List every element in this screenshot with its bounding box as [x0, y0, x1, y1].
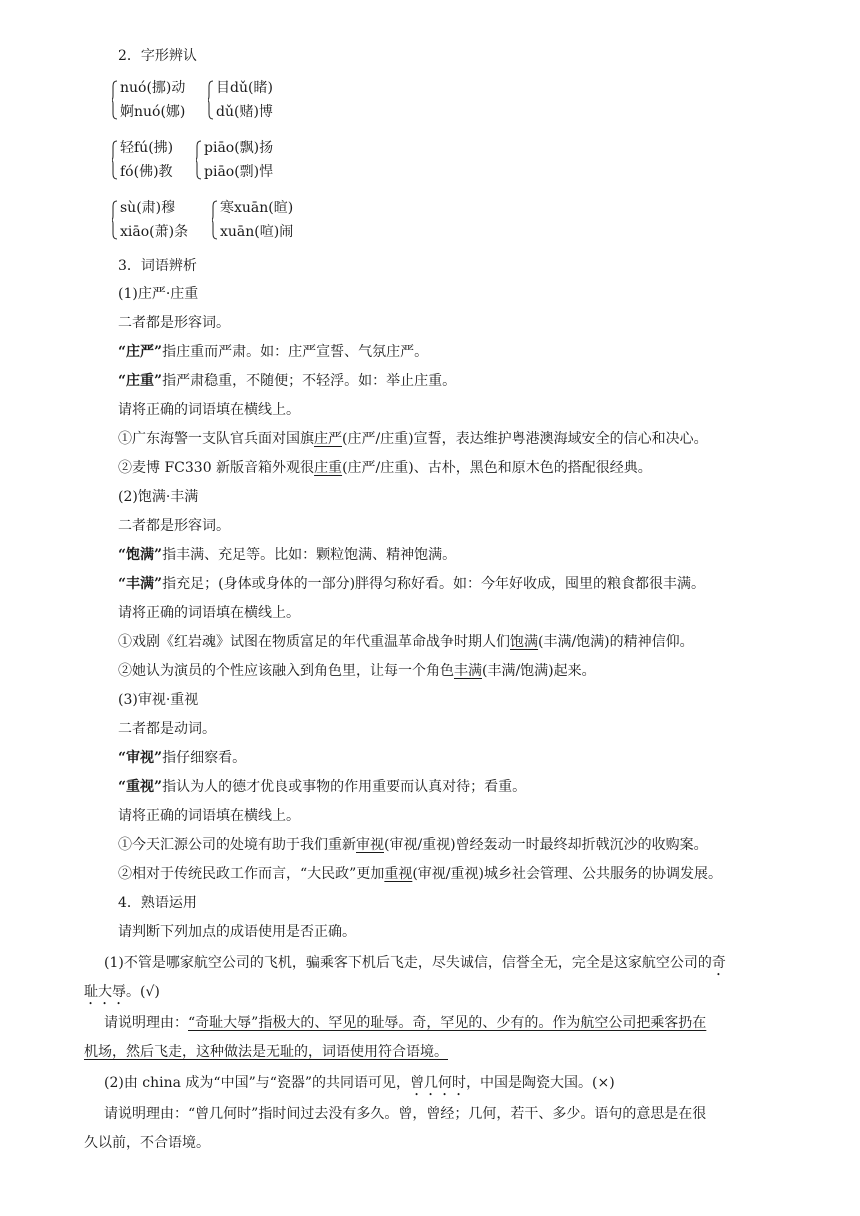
exercise-sentence: ①广东海警一支队官兵面对国旗庄严(庄严/庄重)宣誓，表达维护粤港澳海域安全的信心和决心。 [118, 431, 708, 447]
question-2: (2)由 china 成为“中国”与“瓷器”的共同语可见，曾几何时，中国是陶瓷大国。(×) [104, 1075, 615, 1091]
brace-icon [112, 200, 118, 240]
brace-icon [196, 140, 202, 180]
filled-answer: 饱满 [510, 634, 538, 650]
document-page: 2．字形辨认 nuó(挪)动 婀nuó(娜) 目dǔ(睹) dǔ(赌)博 轻fú(拂) fó(佛)教 piāo(飘)扬 piāo(剽)悍 sù(肃)穆 xiāo(萧)条 寒xuān(暄) xuān(喧)闹 3．词语辨析 (1)庄严·庄重 二者都是形容词。 “庄严”指庄重而严肃。如：庄严宣誓、气氛庄严。 “庄重”指严肃稳重，不随便；不轻浮。如：举止庄重。 请将正确的词语填在横线上。 ①广东海警一支队官兵面对国旗庄严(庄严/庄重)宣誓，表达维护粤港澳海域安全的信心和决心。 ②麦博 FC330 新版音箱外观很庄重(庄严/庄重)、古朴，黑色和原木色的搭配很经典。 (2)饱满·丰满 二者都是形容词。 “饱满”指丰满、充足等。比如：颗粒饱满、精神饱满。 “丰满”指充足；(身体或身体的一部分)胖得匀称好看。如：今年好收成，囤里的粮食都很丰满。 请将正确的词语填在横线上。 ①戏剧《红岩魂》试图在物质富足的年代重温革命战争时期人们饱满(丰满/饱满)的精神信仰。 ②她认为演员的个性应该融入到角色里，让每一个角色丰满(丰满/饱满)起来。 (3)审视·重视 二者都是动词。 “审视”指仔细察看。 “重视”指认为人的德才优良或事物的作用重要而认真对待；看重。 请将正确的词语填在横线上。 ①今天汇源公司的处境有助于我们重新审视(审视/重视)曾经轰动一时最终却折戟沉沙的收购案。 ②相对于传统民政工作而言，“大民政”更加重视(审视/重视)城乡社会管理、公共服务的协调发展。 4．熟语运用 请判断下列加点的成语使用是否正确。 (1)不管是哪家航空公司的飞机，骗乘客下机后飞走，尽失诚信，信誉全无，完全是这家航空公司的奇 耻大辱。(√) 请说明理由：“奇耻大辱”指极大的、罕见的耻辱。奇，罕见的、少有的。作为航空公司把乘客扔在 机场，然后飞走，这种做法是无耻的，词语使用符合语境。 (2)由 china 成为“中国”与“瓷器”的共同语可见，曾几何时，中国是陶瓷大国。(×) 请说明理由：“曾几何时”指时间过去没有多久。曾，曾经；几何，若干、多少。语句的意思是在很 久以前，不合语境。 [84, 48, 726, 1151]
question-1-cont: 耻大辱。(√) [84, 984, 160, 1000]
dotted-idiom: 曾几何时 [410, 1075, 467, 1091]
subsection-title: (1)庄严·庄重 [118, 286, 199, 302]
section-heading-4: 4．熟语运用 [118, 895, 197, 911]
dotted-idiom: 奇 [711, 955, 726, 971]
reason-2-cont: 久以前，不合语境。 [84, 1135, 210, 1151]
dotted-idiom: 耻大辱 [84, 984, 126, 1000]
exercise-sentence: ②麦博 FC330 新版音箱外观很庄重(庄严/庄重)、古朴，黑色和原木色的搭配很经典。 [118, 460, 652, 476]
brace-icon [112, 80, 118, 120]
definition: “丰满”指充足；(身体或身体的一部分)胖得匀称好看。如：今年好收成，囤里的粮食都很丰满。 [118, 576, 706, 592]
filled-answer: 丰满 [454, 663, 482, 679]
reason-answer: “奇耻大辱”指极大的、罕见的耻辱。奇，罕见的、少有的。作为航空公司把乘客扔在 [188, 1015, 707, 1031]
section-heading-3: 3．词语辨析 [118, 258, 197, 274]
part-of-speech: 二者都是形容词。 [118, 315, 230, 331]
reason-1: 请说明理由：“奇耻大辱”指极大的、罕见的耻辱。奇，罕见的、少有的。作为航空公司把乘客扔在 [104, 1015, 707, 1031]
instruction: 请判断下列加点的成语使用是否正确。 [118, 924, 356, 940]
instruction: 请将正确的词语填在横线上。 [118, 808, 300, 824]
definition: “饱满”指丰满、充足等。比如：颗粒饱满、精神饱满。 [118, 547, 457, 563]
instruction: 请将正确的词语填在横线上。 [118, 605, 300, 621]
reason-2: 请说明理由：“曾几何时”指时间过去没有多久。曾，曾经；几何，若干、多少。语句的意思是在很 [104, 1106, 707, 1122]
instruction: 请将正确的词语填在横线上。 [118, 402, 300, 418]
filled-answer: 审视 [356, 837, 384, 853]
brace-icon [212, 200, 218, 240]
subsection-title: (2)饱满·丰满 [118, 489, 199, 505]
reason-1-cont [84, 1042, 448, 1062]
question-1: (1)不管是哪家航空公司的飞机，骗乘客下机后飞走，尽失诚信，信誉全无，完全是这家航空公司的奇 [104, 955, 726, 971]
filled-answer: 庄重 [314, 460, 343, 476]
part-of-speech: 二者都是动词。 [118, 721, 216, 737]
exercise-sentence: ①戏剧《红岩魂》试图在物质富足的年代重温革命战争时期人们饱满(丰满/饱满)的精神信仰。 [118, 634, 694, 650]
definition: “庄严”指庄重而严肃。如：庄严宣誓、气氛庄严。 [118, 344, 429, 360]
definition: “庄重”指严肃稳重，不随便；不轻浮。如：举止庄重。 [118, 373, 457, 389]
exercise-sentence: ②相对于传统民政工作而言，“大民政”更加重视(审视/重视)城乡社会管理、公共服务的协调发展。 [118, 866, 722, 882]
brace-icon [208, 80, 214, 120]
part-of-speech: 二者都是形容词。 [118, 518, 230, 534]
exercise-sentence: ②她认为演员的个性应该融入到角色里，让每一个角色丰满(丰满/饱满)起来。 [118, 663, 596, 679]
subsection-title: (3)审视·重视 [118, 692, 199, 708]
filled-answer: 庄严 [314, 431, 342, 447]
section-heading-2: 2．字形辨认 [118, 48, 197, 64]
definition: “审视”指仔细察看。 [118, 750, 247, 766]
brace-icon [112, 140, 118, 180]
filled-answer: 重视 [384, 866, 413, 882]
exercise-sentence: ①今天汇源公司的处境有助于我们重新审视(审视/重视)曾经轰动一时最终却折戟沉沙的收购案。 [118, 837, 708, 853]
definition: “重视”指认为人的德才优良或事物的作用重要而认真对待；看重。 [118, 779, 527, 795]
reason-answer: 机场，然后飞走，这种做法是无耻的，词语使用符合语境。 [84, 1044, 448, 1060]
